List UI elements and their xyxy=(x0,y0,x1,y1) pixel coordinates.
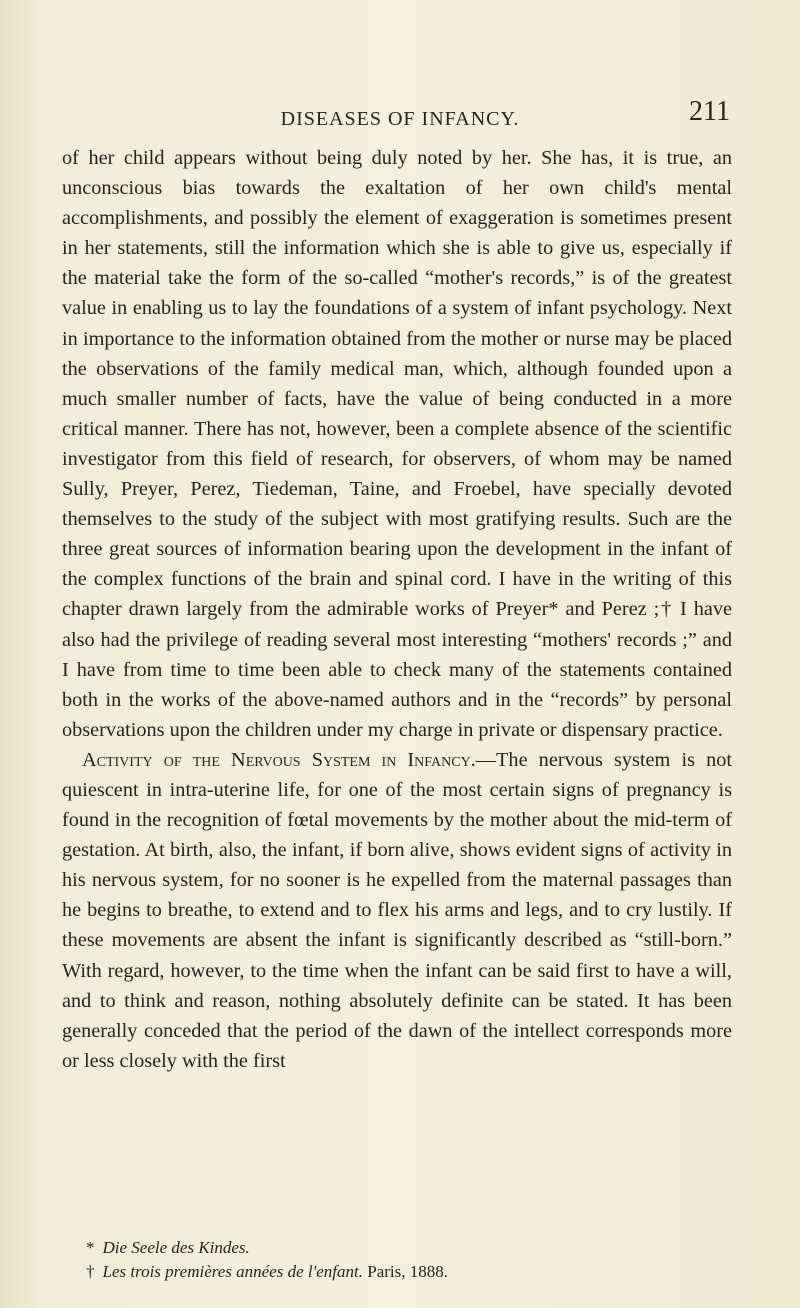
paragraph-2-text: —The nervous system is not quiescent in intra-uterine life, for one of the most certain signs of pregnancy is found in the recognition of fœtal movements by the mother about the mid-term of gestation. At birth, also, the infant, if born alive, shows evident signs of activity in his nervous system, for no sooner is he expelled from the maternal passages than he begins to breathe, to extend and to flex his arms and legs, and to cry lustily. If these movements are absent the infant is significantly described as “still-born.” With regard, however, to the time when the infant can be said first to have a will, and to think and reason, nothing absolutely definite can be stated. It has been generally conceded that the period of the dawn of the intellect corresponds more or less closely with the first xyxy=(62,748,732,1072)
page-number: 211 xyxy=(689,96,730,127)
page-header xyxy=(70,96,730,136)
body-text xyxy=(62,143,732,1076)
paragraph-2 xyxy=(62,745,732,1076)
footnote-mark: † xyxy=(86,1262,95,1281)
footnote-mark: * xyxy=(86,1238,95,1257)
footnote-2 xyxy=(86,1260,726,1284)
section-heading: Activity of the Nervous System in Infancy. xyxy=(82,748,476,771)
footnotes xyxy=(86,1236,726,1284)
footnote-1 xyxy=(86,1236,726,1260)
paragraph-1: of her child appears without being duly noted by her. She has, it is true, an unconscious bias towards the exaltation of her own child's mental accomplishments, and possibly the element of exaggeration is sometimes present in her statements, still the information which she is able to give us, especially if the material take the form of the so-called “mother's records,” is of the greatest value in enabling us to lay the foundations of a system of infant psychology. Next in importance to the information obtained from the mother or nurse may be placed the observations of the family medical man, which, although founded upon a much smaller number of facts, have the value of being conducted in a more critical manner. There has not, however, been a complete absence of the scientific investigator from this field of research, for observers, of whom may be named Sully, Preyer, Perez, Tiedeman, Taine, and Froebel, have specially devoted themselves to the study of the subject with most gratifying results. Such are the three great sources of information bearing upon the development in the infant of the complex functions of the brain and spinal cord. I have in the writing of this chapter drawn largely from the admirable works of Preyer* and Perez ;† I have also had the privilege of reading several most interesting “mothers' records ;” and I have from time to time been able to check many of the statements contained both in the works of the above-named authors and in the “records” by personal observations upon the children under my charge in private or dispensary practice. xyxy=(62,147,732,741)
footnote-detail: Paris, 1888. xyxy=(363,1262,448,1281)
running-head: DISEASES OF INFANCY. xyxy=(280,108,520,130)
footnote-source: Les trois premières années de l'enfant. xyxy=(102,1262,363,1281)
footnote-source: Die Seele des Kindes. xyxy=(102,1238,250,1257)
